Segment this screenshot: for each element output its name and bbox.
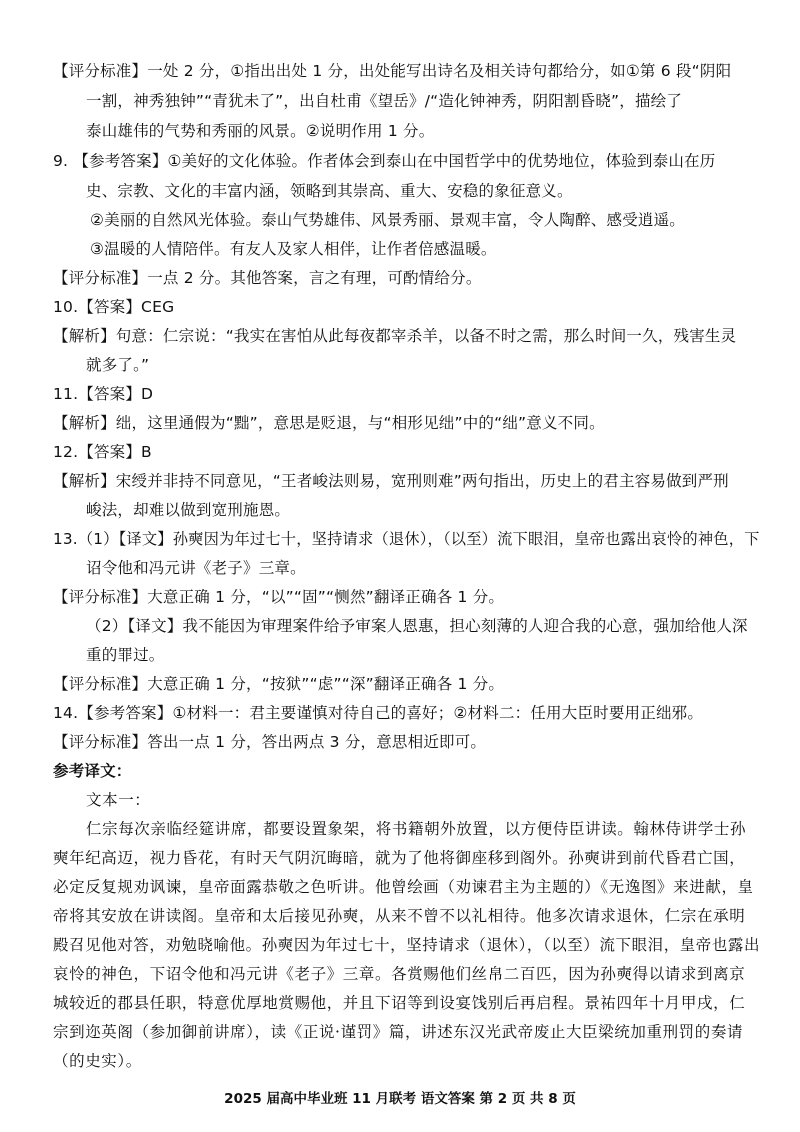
translation-paragraph-line-5: 殿召见他对答，劝勉晓喻他。孙奭因为年过七十，坚持请求（退休），（以至）流下眼泪，皇帝也露出 xyxy=(53,936,761,954)
analysis-10-line-2: 就多了。” xyxy=(86,356,150,374)
analysis-12-line-2: 峻法，却难以做到宽刑施恩。 xyxy=(86,501,291,519)
translation-13-1-line-2: 诏令他和冯元讲《老子》三章。 xyxy=(86,559,306,577)
reference-translation-heading: 参考译文： xyxy=(53,762,132,780)
answer-10: 10.【答案】CEG xyxy=(53,298,175,316)
translation-paragraph-line-6: 哀怜的神色，下诏令他和冯元讲《老子》三章。各赏赐他们丝帛二百匹，因为孙奭得以请求到离京 xyxy=(53,965,746,983)
translation-13-1-line-1: 13.（1）【译文】孙奭因为年过七十，坚持请求（退休），（以至）流下眼泪，皇帝也露出哀怜的神色，下 xyxy=(53,530,760,548)
answer-11: 11.【答案】D xyxy=(53,385,154,403)
scoring-standard-8-line-1: 【评分标准】一处 2 分，①指出出处 1 分，出处能写出诗名及相关诗句都给分，如①第 6 段“阴阳 xyxy=(53,62,732,80)
analysis-12-line-1: 【解析】宋绶并非持不同意见，“王者峻法则易，宽刑则难”两句指出，历史上的君主容易做到严刑 xyxy=(53,472,729,490)
translation-paragraph-line-2: 奭年纪高迈，视力昏花，有时天气阴沉晦暗，就为了他将御座移到阁外。孙奭讲到前代昏君亡国， xyxy=(53,849,746,867)
analysis-10-line-1: 【解析】句意：仁宗说：“我实在害怕从此每夜都宰杀羊，以备不时之需，那么时间一久，残害生灵 xyxy=(53,327,737,345)
translation-13-2-line-2: 重的罪过。 xyxy=(86,646,165,664)
scoring-standard-13-2: 【评分标准】大意正确 1 分，“按狱”“虑”“深”翻译正确各 1 分。 xyxy=(53,675,505,693)
scoring-standard-8-line-2: 一割，神秀独钟”“青犹未了”，出自杜甫《望岳》/“造化钟神秀，阴阳割昏晓”，描绘了 xyxy=(86,92,683,110)
answer-9-line-1: 9. 【参考答案】①美好的文化体验。作者体会到泰山在中国哲学中的优势地位，体验到泰山在历 xyxy=(53,152,716,170)
scoring-standard-8-line-3: 泰山雄伟的气势和秀丽的风景。②说明作用 1 分。 xyxy=(86,122,435,140)
translation-paragraph-line-3: 必定反复规劝讽谏，皇帝面露恭敬之色听讲。他曾绘画（劝谏君主为主题的）《无逸图》来进献，皇 xyxy=(53,878,754,896)
translation-paragraph-line-7: 城较近的郡县任职，特意优厚地赏赐他，并且下诏等到设宴饯别后再启程。景祐四年十月甲戌，仁 xyxy=(53,994,746,1012)
scoring-standard-9: 【评分标准】一点 2 分。其他答案，言之有理，可酌情给分。 xyxy=(53,269,482,287)
scoring-standard-13-1: 【评分标准】大意正确 1 分，“以”“固”“恻然”翻译正确各 1 分。 xyxy=(53,588,505,606)
translation-paragraph-line-9: （的史实）。 xyxy=(53,1052,142,1070)
page-footer: 2025 届高中毕业班 11 月联考 语文答案 第 2 页 共 8 页 xyxy=(224,1091,576,1107)
answer-9-point-2: ②美丽的自然风光体验。泰山气势雄伟、风景秀丽、景观丰富，令人陶醉、感受逍遥。 xyxy=(90,211,685,229)
answer-9-line-2: 史、宗教、文化的丰富内涵，领略到其崇高、重大、安稳的象征意义。 xyxy=(86,182,573,200)
answer-9-point-3: ③温暖的人情陪伴。有友人及家人相伴，让作者倍感温暖。 xyxy=(90,240,497,258)
scoring-standard-14: 【评分标准】答出一点 1 分，答出两点 3 分，意思相近即可。 xyxy=(53,733,487,751)
answer-12: 12.【答案】B xyxy=(53,443,152,461)
answer-14: 14.【参考答案】①材料一：君主要谨慎对待自己的喜好；②材料二：任用大臣时要用正绌邪。 xyxy=(53,704,704,722)
translation-paragraph-line-1: 仁宗每次亲临经筵讲席，都要设置象架，将书籍朝外放置，以方便侍臣讲读。翰林侍讲学士孙 xyxy=(86,820,747,838)
analysis-11: 【解析】绌，这里通假为“黜”，意思是贬退，与“相形见绌”中的“绌”意义不同。 xyxy=(53,414,605,432)
translation-paragraph-line-4: 帝将其安放在讲读阁。皇帝和太后接见孙奭，从来不曾不以礼相待。他多次请求退休，仁宗在承明 xyxy=(53,907,746,925)
text-one-heading: 文本一： xyxy=(86,791,151,809)
translation-paragraph-line-8: 宗到迩英阁（参加御前讲席），读《正说·谨罚》篇，讲述东汉光武帝废止大臣梁统加重刑罚的奏请 xyxy=(53,1023,744,1041)
translation-13-2-line-1: （2）【译文】我不能因为审理案件给予审案人恩惠，担心刻薄的人迎合我的心意，强加给他人深 xyxy=(86,617,748,635)
